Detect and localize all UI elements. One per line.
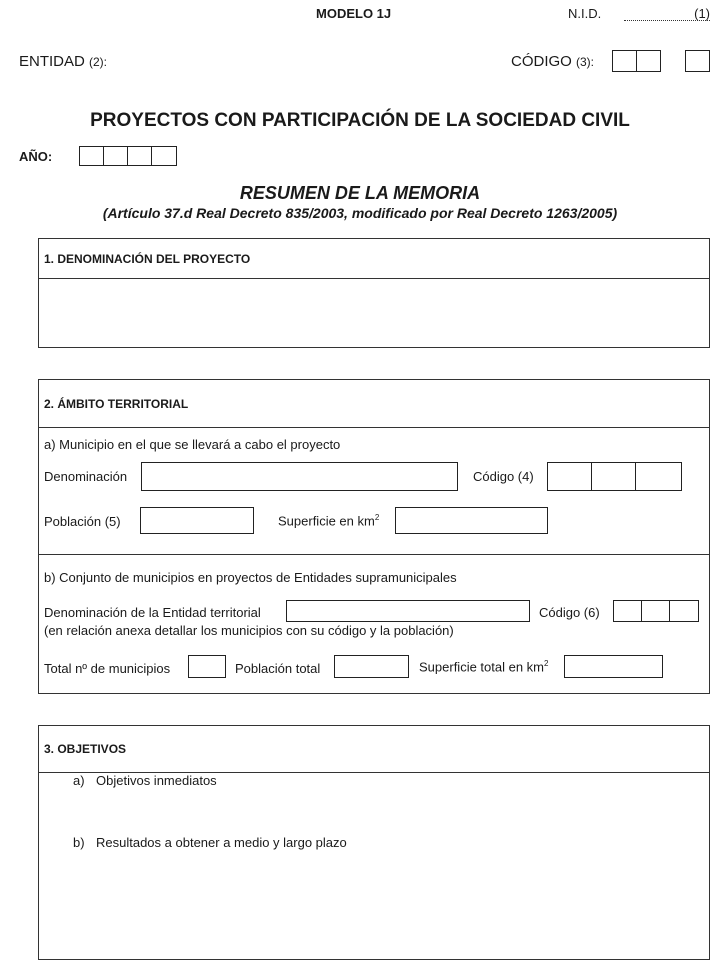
anio-box-3[interactable] [127, 146, 152, 166]
objetivos-inmediatos-field[interactable] [39, 792, 709, 830]
divider [39, 554, 709, 555]
superficie-total-input[interactable] [564, 655, 663, 678]
codigo6-box-1[interactable] [613, 600, 643, 622]
memory-summary-title: RESUMEN DE LA MEMORIA [239, 183, 481, 203]
anio-label: AÑO: [19, 149, 53, 164]
anio-box-4[interactable] [151, 146, 177, 166]
codigo-box-2[interactable] [636, 50, 661, 72]
poblacion-total-label: Población total [235, 661, 321, 676]
poblacion-total-input[interactable] [334, 655, 409, 678]
municipio-heading: a) Municipio en el que se llevará a cabo el proyecto [44, 437, 341, 452]
superficie-label [278, 513, 379, 528]
resultados-field[interactable] [39, 854, 709, 959]
codigo4-box-2[interactable] [591, 462, 637, 491]
superficie-total-superscript: 2 [544, 659, 549, 668]
nid-field[interactable] [624, 6, 710, 21]
section1-title: 1. DENOMINACIÓN DEL PROYECTO [44, 252, 251, 266]
codigo4-label: Código (4) [473, 469, 534, 484]
municipio-denominacion-input[interactable] [141, 462, 458, 491]
entidad-territorial-label: Denominación de la Entidad territorial [44, 605, 261, 620]
superficie-text: Superficie en km [278, 513, 375, 529]
poblacion-input[interactable] [140, 507, 254, 534]
codigo-box-3[interactable] [685, 50, 710, 72]
poblacion-label: Población (5) [44, 514, 121, 529]
superficie-total-text: Superficie total en km [419, 659, 545, 675]
codigo4-box-3[interactable] [635, 462, 682, 491]
section-denominacion [38, 238, 710, 348]
entidad-label [19, 53, 107, 70]
supramunicipal-heading: b) Conjunto de municipios en proyectos de Entidades supramunicipales [44, 570, 457, 585]
denominacion-label: Denominación [44, 469, 128, 484]
total-municipios-input[interactable] [188, 655, 226, 678]
project-name-field[interactable] [39, 279, 709, 347]
anio-box-2[interactable] [103, 146, 128, 166]
entidad-text: ENTIDAD [19, 53, 85, 70]
total-municipios-label: Total nº de municipios [44, 661, 171, 676]
codigo6-box-2[interactable] [641, 600, 671, 622]
objetivos-b-letter: b) [73, 835, 85, 850]
section3-title: 3. OBJETIVOS [44, 742, 127, 756]
divider [39, 427, 709, 428]
objetivos-a-letter: a) [73, 773, 85, 788]
resultados-label: Resultados a obtener a medio y largo plazo [96, 835, 347, 850]
superficie-input[interactable] [395, 507, 548, 534]
codigo4-box-1[interactable] [547, 462, 593, 491]
section2-title: 2. ÁMBITO TERRITORIAL [44, 397, 189, 411]
main-title: PROYECTOS CON PARTICIPACIÓN DE LA SOCIEDAD CIVIL [90, 110, 630, 131]
nid-note: (1) [694, 6, 710, 21]
codigo6-box-3[interactable] [669, 600, 699, 622]
nid-label: N.I.D. [568, 6, 602, 21]
section-ambito-territorial [38, 379, 710, 694]
entidad-note: (2): [89, 55, 108, 69]
section-objetivos [38, 725, 710, 960]
codigo-text: CÓDIGO [511, 53, 572, 70]
model-code: MODELO 1J [316, 6, 392, 21]
codigo-label [511, 53, 594, 70]
codigo-box-1[interactable] [612, 50, 637, 72]
legal-reference: (Artículo 37.d Real Decreto 835/2003, modificado por Real Decreto 1263/2005) [102, 205, 618, 221]
relacion-anexa-note: (en relación anexa detallar los municipios con su código y la población) [44, 623, 454, 638]
entidad-territorial-input[interactable] [286, 600, 530, 622]
codigo-note: (3): [576, 55, 595, 69]
objetivos-inmediatos-label: Objetivos inmediatos [96, 773, 217, 788]
codigo6-label: Código (6) [539, 605, 600, 620]
anio-box-1[interactable] [79, 146, 104, 166]
superficie-total-label [419, 659, 548, 674]
superficie-superscript: 2 [374, 513, 380, 522]
